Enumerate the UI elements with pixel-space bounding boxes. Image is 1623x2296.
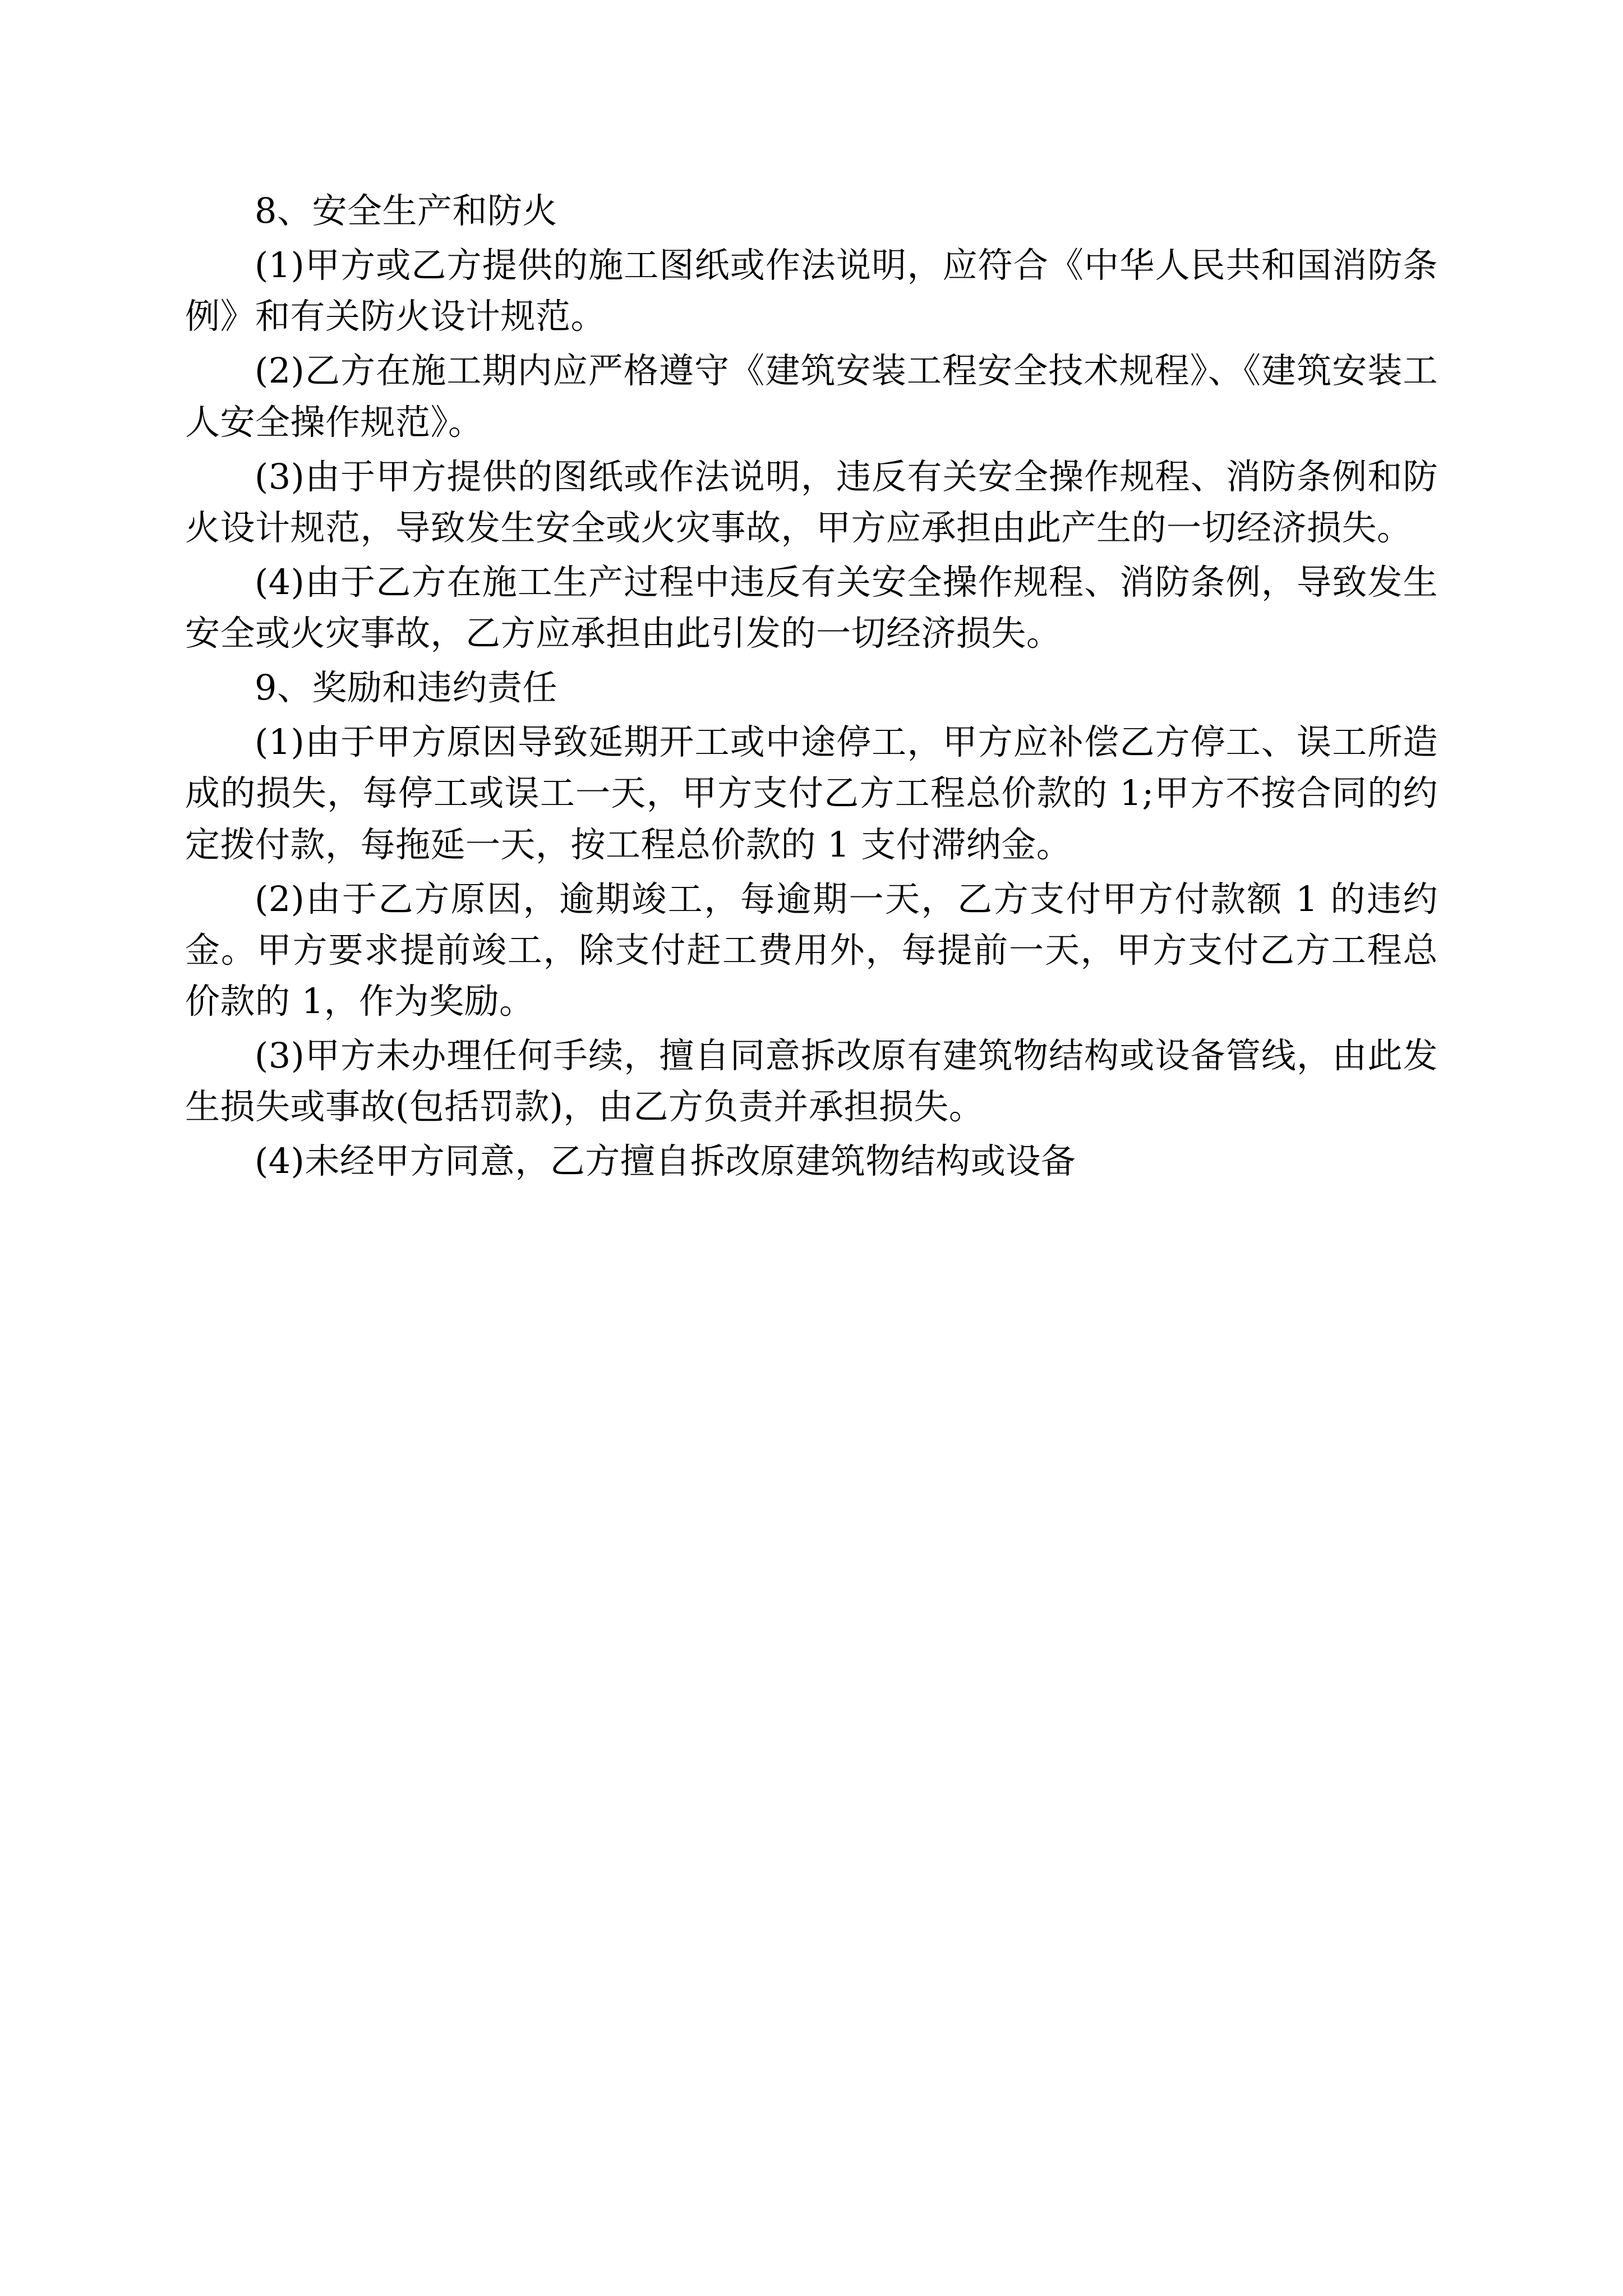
section-8-item-3: (3)由于甲方提供的图纸或作法说明，违反有关安全操作规程、消防条例和防火设计规范，导致发生安全或火灾事故，甲方应承担由此产生的一切经济损失。 [185, 455, 1438, 548]
document-body [185, 185, 1438, 1186]
section-8-item-4: (4)由于乙方在施工生产过程中违反有关安全操作规程、消防条例，导致发生安全或火灾事故，乙方应承担由此引发的一切经济损失。 [185, 561, 1438, 654]
section-8-heading: 8、安全生产和防火 [255, 190, 557, 231]
section-9-item-3: (3)甲方未办理任何手续，擅自同意拆改原有建筑物结构或设备管线，由此发生损失或事故(包括罚款)，由乙方负责并承担损失。 [185, 1035, 1438, 1128]
section-9-item-1: (1)由于甲方原因导致延期开工或中途停工，甲方应补偿乙方停工、误工所造成的损失，每停工或误工一天，甲方支付乙方工程总价款的 1;甲方不按合同的约定拨付款，每拖延一天，按工程总价款的 1 支付滞纳金。 [185, 721, 1438, 865]
section-8-item-1: (1)甲方或乙方提供的施工图纸或作法说明，应符合《中华人民共和国消防条例》和有关防火设计规范。 [185, 245, 1438, 337]
section-9-item-4: (4)未经甲方同意，乙方擅自拆改原建筑物结构或设备 [255, 1140, 1076, 1182]
section-9-heading: 9、奖励和违约责任 [255, 667, 557, 708]
section-8-item-2: (2)乙方在施工期内应严格遵守《建筑安装工程安全技术规程》、《建筑安装工人安全操作规范》。 [185, 350, 1438, 443]
section-9-item-2: (2)由于乙方原因，逾期竣工，每逾期一天，乙方支付甲方付款额 1 的违约金。甲方要求提前竣工，除支付赶工费用外，每提前一天，甲方支付乙方工程总价款的 1，作为奖励。 [185, 878, 1438, 1022]
